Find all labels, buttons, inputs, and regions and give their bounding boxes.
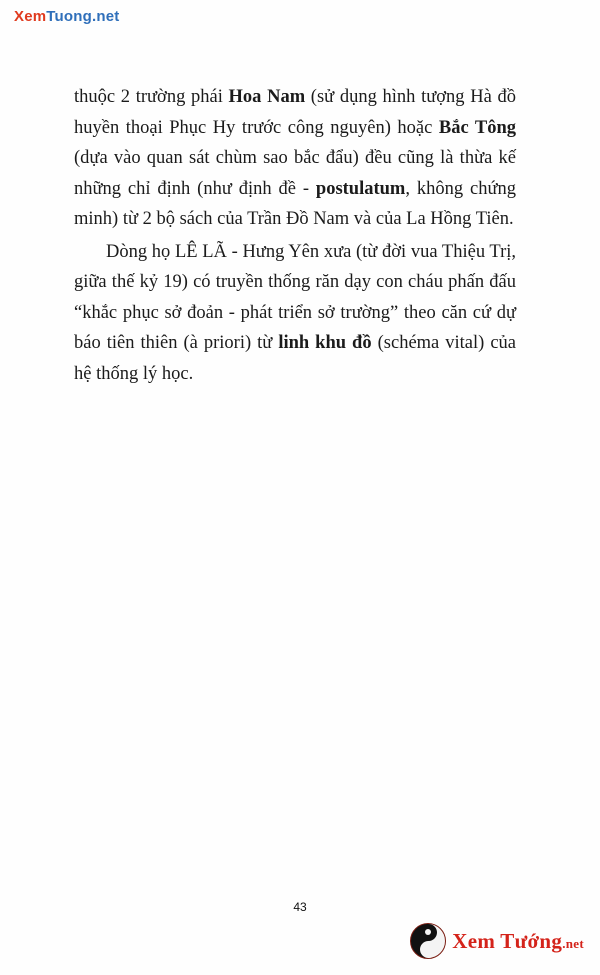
paragraph-2 xyxy=(74,237,516,390)
yinyang-icon xyxy=(410,923,446,959)
text-run: (sử dụng hình tượng Hà đồ huyền thoại Phục Hy trước công nguyên) hoặc xyxy=(74,87,516,138)
yinyang-dot-dark xyxy=(425,947,431,953)
site-watermark-top xyxy=(14,8,119,25)
yinyang-dot-light xyxy=(425,929,431,935)
watermark-part-xem: Xem xyxy=(14,8,47,25)
text-run: Dòng họ LÊ LÃ - Hưng Yên xưa (từ đời vua Thiệu Trị, giữa thế kỷ 19) có truyền thống răn dạy con cháu phấn đấu “khắc phục sở đoản - phát triển sở trường” theo căn cứ dự báo tiên thiên (à priori) từ xyxy=(74,241,516,353)
page-body-text xyxy=(74,82,516,389)
site-logo xyxy=(410,923,584,959)
logo-text xyxy=(452,928,584,953)
text-run: , không chứng minh) từ 2 bộ sách của Trần Đồ Nam và của La Hồng Tiên. xyxy=(74,178,516,229)
text-run-bold: Bắc Tông xyxy=(438,117,516,138)
text-run-bold: postulatum xyxy=(315,178,406,199)
paragraph-1 xyxy=(74,82,516,235)
text-run-bold: linh khu đồ xyxy=(278,333,372,353)
logo-text-suffix: .net xyxy=(562,935,584,951)
watermark-part-tuong: Tuong xyxy=(46,8,92,25)
text-run: (dựa vào quan sát chùm sao bắc đẩu) đều cũng là thừa kế những chỉ định (như định đề - xyxy=(74,148,516,199)
page-number: 43 xyxy=(293,900,307,914)
text-run: (schéma vital) của hệ thống lý học. xyxy=(74,333,516,384)
text-run-bold: Hoa Nam xyxy=(228,87,306,107)
text-run: thuộc 2 trường phái xyxy=(74,87,229,107)
logo-text-main: Xem Tướng xyxy=(452,928,563,953)
watermark-part-net: .net xyxy=(92,8,120,25)
